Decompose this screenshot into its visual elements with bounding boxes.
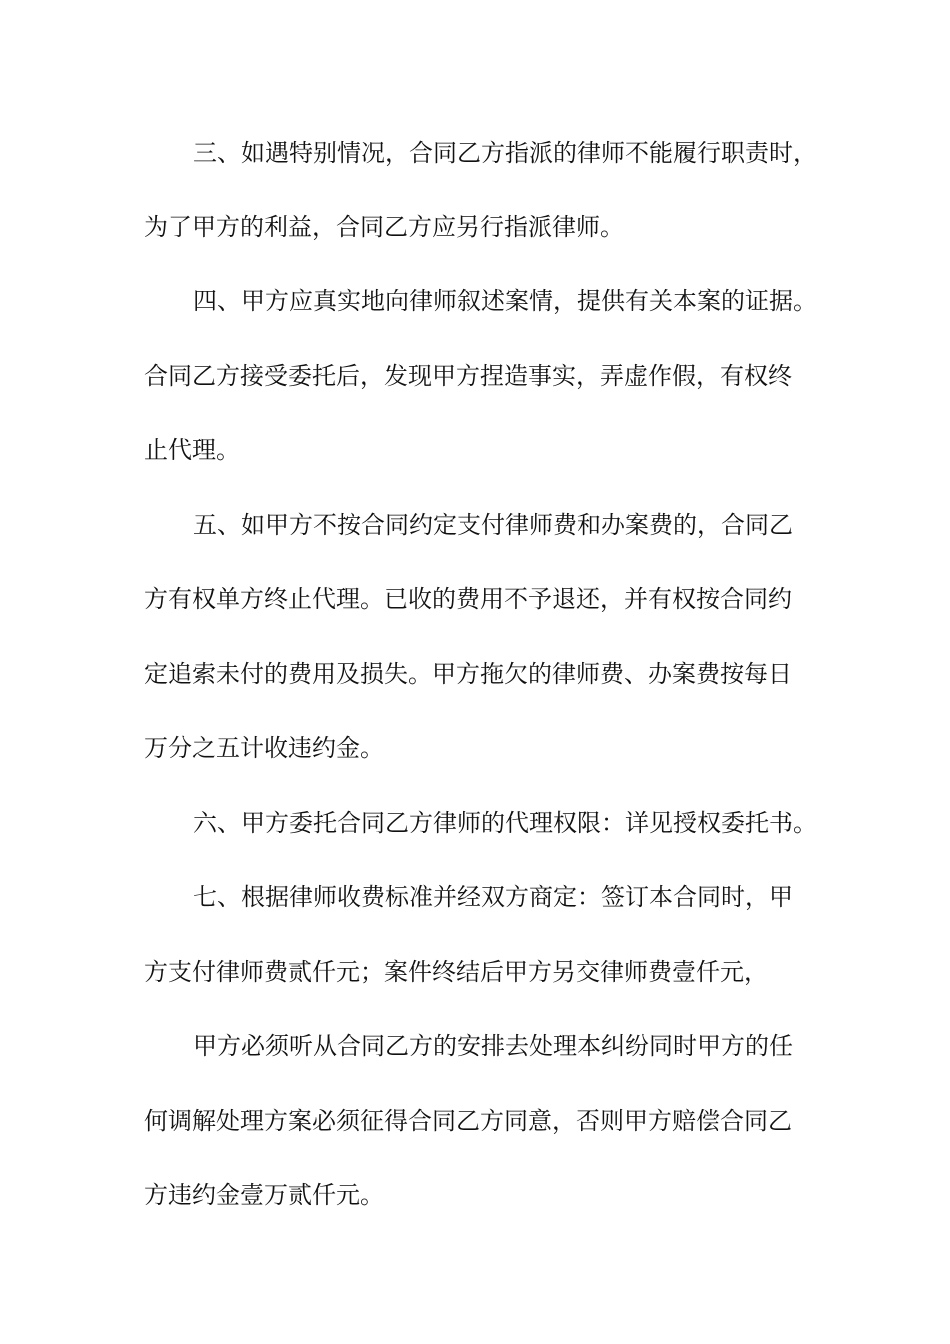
paragraph-4-line-1: 四、甲方应真实地向律师叙述案情，提供有关本案的证据。	[193, 287, 817, 315]
paragraph-5-line-3: 定追索未付的费用及损失。甲方拖欠的律师费、办案费按每日	[144, 660, 792, 688]
paragraph-4-line-3: 止代理。	[144, 436, 240, 464]
paragraph-3-line-2: 为了甲方的利益，合同乙方应另行指派律师。	[144, 213, 624, 241]
paragraph-7-line-1: 七、根据律师收费标准并经双方商定：签订本合同时，甲	[193, 883, 793, 911]
paragraph-8-line-1: 甲方必须听从合同乙方的安排去处理本纠纷同时甲方的任	[193, 1032, 793, 1060]
paragraph-3-line-1: 三、如遇特别情况，合同乙方指派的律师不能履行职责时，	[193, 139, 817, 167]
paragraph-6-line-1: 六、甲方委托合同乙方律师的代理权限：详见授权委托书。	[193, 809, 817, 837]
paragraph-5-line-2: 方有权单方终止代理。已收的费用不予退还，并有权按合同约	[144, 585, 792, 613]
paragraph-7-line-2: 方支付律师费贰仟元；案件终结后甲方另交律师费壹仟元，	[144, 958, 768, 986]
paragraph-5-line-4: 万分之五计收违约金。	[144, 734, 384, 762]
paragraph-8-line-2: 何调解处理方案必须征得合同乙方同意，否则甲方赔偿合同乙	[144, 1107, 792, 1135]
paragraph-5-line-1: 五、如甲方不按合同约定支付律师费和办案费的，合同乙	[193, 511, 793, 539]
paragraph-4-line-2: 合同乙方接受委托后，发现甲方捏造事实，弄虚作假，有权终	[144, 362, 792, 390]
paragraph-8-line-3: 方违约金壹万贰仟元。	[144, 1181, 384, 1209]
